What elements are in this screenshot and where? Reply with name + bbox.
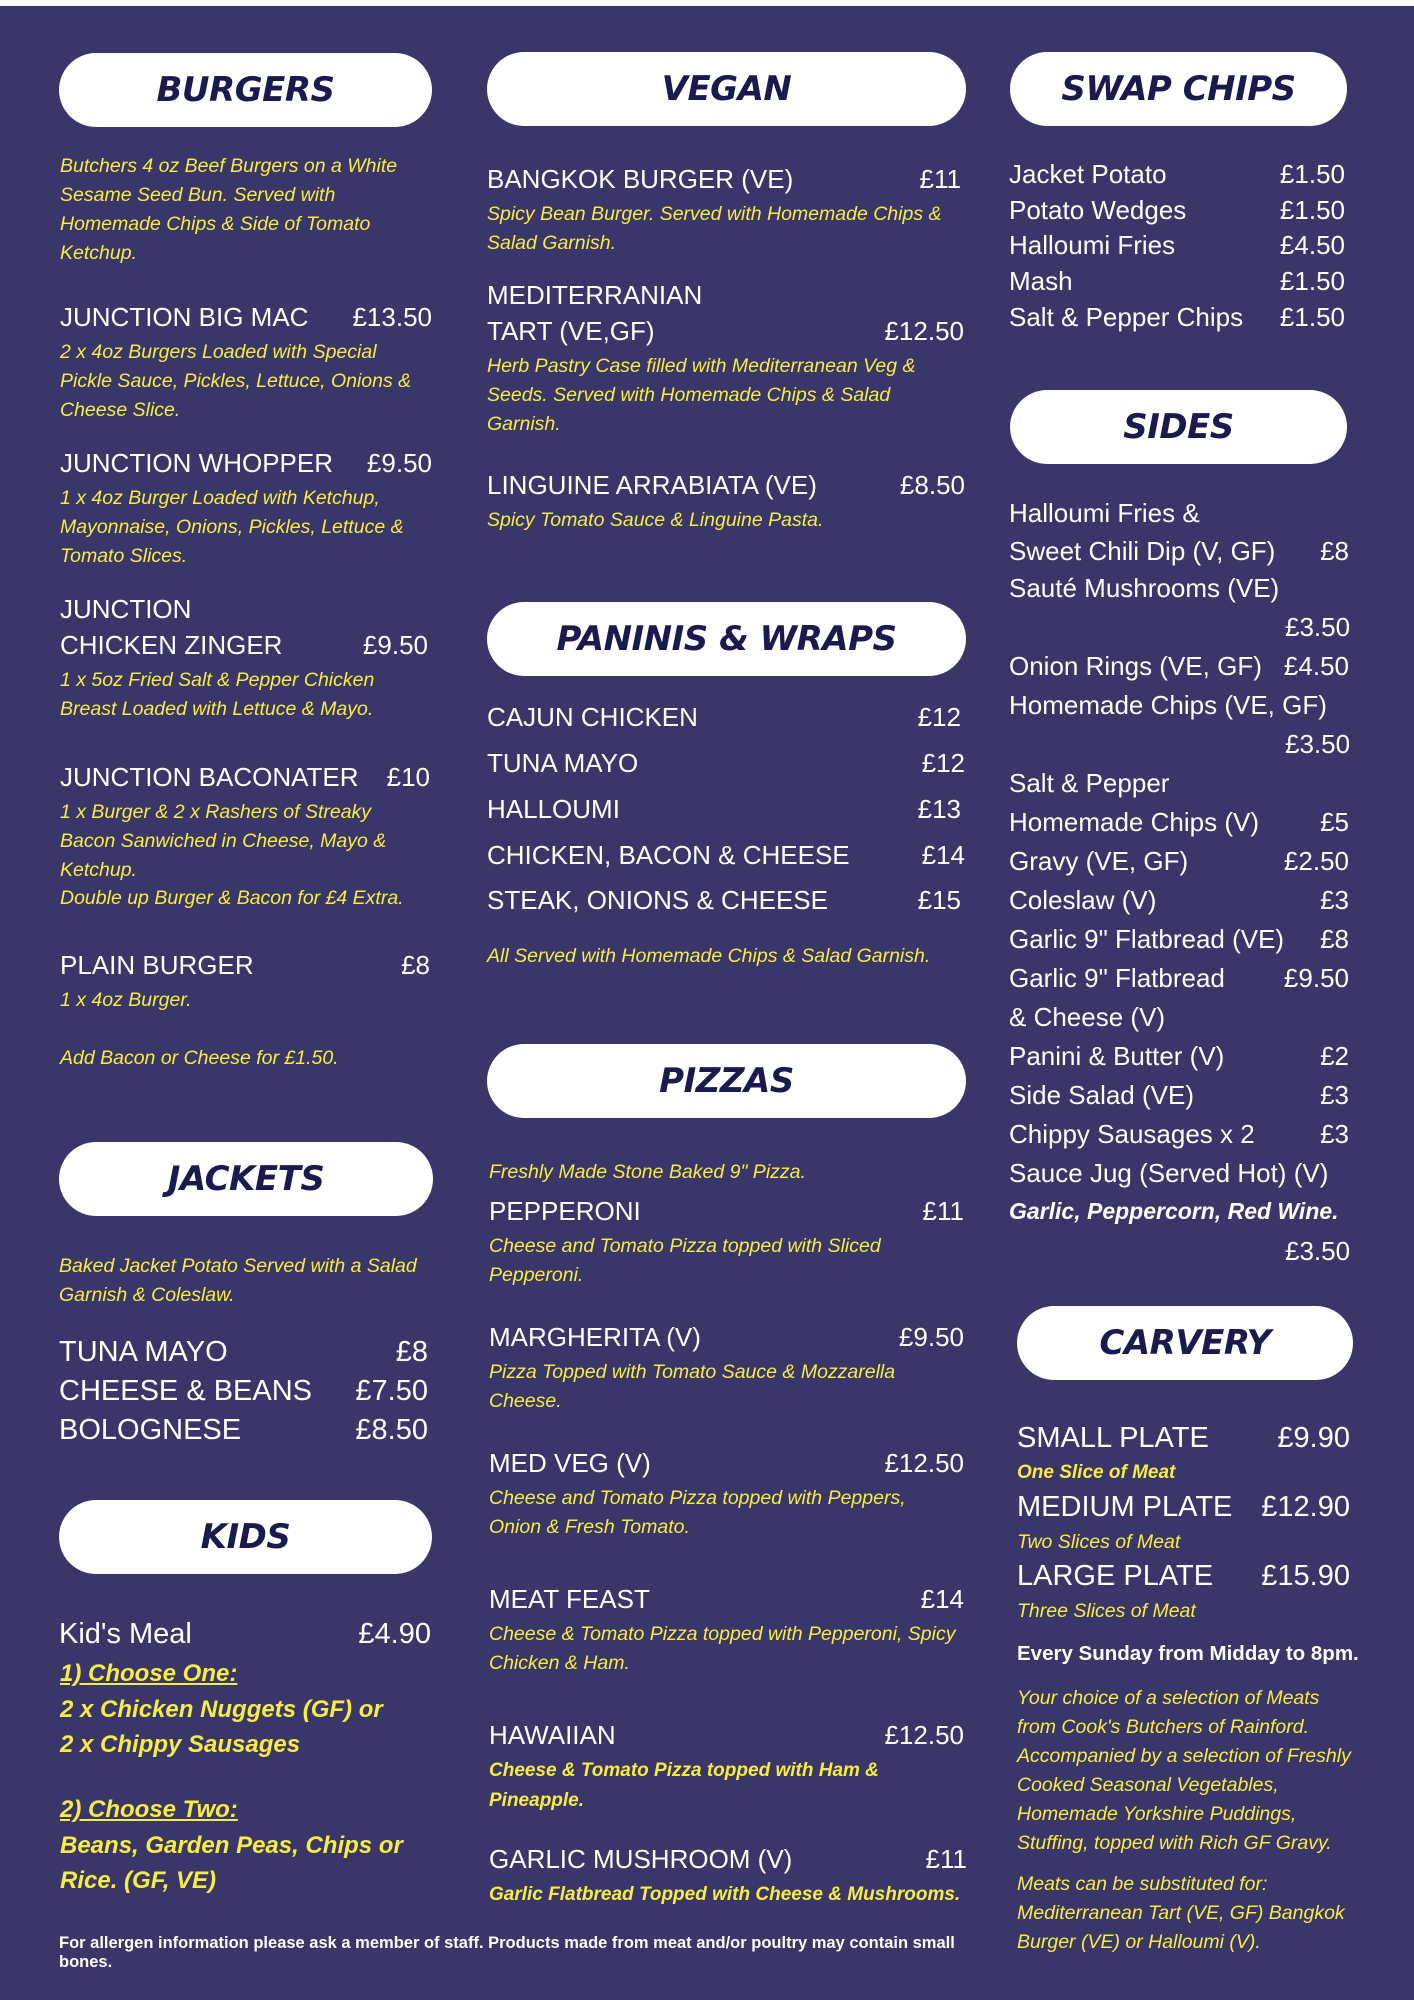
item-price: £8	[1320, 924, 1349, 954]
item-price: £8	[401, 950, 430, 980]
item-name: GARLIC MUSHROOM (V)	[489, 1844, 793, 1874]
carvery-plate	[1017, 1422, 1350, 1455]
item-name: Potato Wedges	[1009, 195, 1187, 225]
menu-item	[487, 470, 965, 501]
item-name: Kid's Meal	[59, 1618, 192, 1650]
swap-chips-heading	[1010, 52, 1347, 126]
menu-item	[59, 1336, 428, 1369]
item-name: Salt & Pepper Chips	[1009, 302, 1244, 332]
pizzas-intro: Freshly Made Stone Baked 9" Pizza.	[489, 1161, 806, 1183]
item-price: £12.50	[884, 1448, 964, 1478]
menu-item	[1009, 266, 1345, 297]
item-price: £8	[395, 1336, 428, 1368]
carvery-schedule: Every Sunday from Midday to 8pm.	[1017, 1642, 1359, 1665]
item-name: PLAIN BURGER	[60, 950, 254, 980]
item-name: STEAK, ONIONS & CHEESE	[487, 885, 828, 915]
item-name: BOLOGNESE	[59, 1414, 242, 1446]
pizzas-heading	[487, 1044, 966, 1118]
menu-item	[1009, 963, 1349, 994]
item-description: One Slice of Meat	[1017, 1462, 1176, 1483]
item-name: Mash	[1009, 266, 1073, 296]
menu-page	[0, 6, 1414, 2000]
menu-item	[1009, 1080, 1349, 1111]
carvery-plate	[1017, 1560, 1350, 1593]
item-name: Gravy (VE, GF)	[1009, 846, 1189, 876]
item-name: CAJUN CHICKEN	[487, 702, 698, 732]
item-price: £11	[922, 1196, 964, 1226]
item-price: £3	[1320, 1119, 1349, 1149]
item-name: Coleslaw (V)	[1009, 885, 1157, 915]
item-price: £2	[1320, 1041, 1349, 1071]
item-name: LINGUINE ARRABIATA (VE)	[487, 470, 817, 500]
item-description: 1 x 4oz Burger.	[60, 989, 192, 1011]
menu-item	[487, 794, 961, 825]
item-price: £10	[386, 762, 430, 792]
item-description: Spicy Tomato Sauce & Linguine Pasta.	[487, 509, 824, 531]
menu-item	[489, 1844, 967, 1875]
kids-meal	[59, 1618, 431, 1651]
item-description: Spicy Bean Burger. Served with Homemade Chips & Salad Garnish.	[487, 203, 942, 254]
allergen-notice: For allergen information please ask a member of staff. Products made from meat and/or poultry may contain small bones.	[59, 1934, 955, 1971]
item-name: Onion Rings (VE, GF)	[1009, 651, 1262, 681]
item-name-line1: Halloumi Fries &	[1009, 498, 1200, 528]
menu-item	[1009, 651, 1349, 682]
item-price: £1.50	[1279, 266, 1345, 296]
item-price: £13	[917, 794, 961, 824]
menu-item	[489, 1720, 964, 1751]
item-name: JUNCTION BIG MAC	[60, 302, 309, 332]
item-price: £3	[1320, 885, 1349, 915]
item-name: MED VEG (V)	[489, 1448, 651, 1478]
jackets-intro: Baked Jacket Potato Served with a Salad Garnish & Coleslaw.	[59, 1255, 417, 1306]
menu-item	[59, 1375, 428, 1408]
item-name: TUNA MAYO	[487, 748, 639, 778]
menu-item	[1009, 302, 1345, 333]
menu-item	[489, 1196, 964, 1227]
item-name: JUNCTION WHOPPER	[60, 448, 333, 478]
carvery-heading	[1017, 1306, 1353, 1380]
item-description: 1 x 5oz Fried Salt & Pepper Chicken Breast Loaded with Lettuce & Mayo.	[60, 669, 375, 720]
item-description: Garlic Flatbread Topped with Cheese & Mushrooms.	[489, 1884, 961, 1905]
item-name: Sauce Jug (Served Hot) (V)	[1009, 1158, 1329, 1188]
jackets-heading	[59, 1142, 433, 1216]
item-price: £12.50	[884, 316, 964, 346]
pizzas-title: PIZZAS	[659, 1061, 794, 1101]
item-name: TART (VE,GF)	[487, 316, 655, 346]
sides-title: SIDES	[1123, 407, 1234, 447]
kids-choose-one: 1) Choose One:	[60, 1660, 238, 1687]
item-price: £13.50	[352, 302, 432, 332]
menu-item	[489, 1448, 964, 1479]
item-price: £11	[919, 164, 961, 194]
item-name: CHICKEN, BACON & CHEESE	[487, 840, 850, 870]
item-price: £8.50	[355, 1414, 428, 1446]
item-price: £4.50	[1279, 230, 1345, 260]
menu-item	[1009, 924, 1349, 955]
menu-item	[487, 840, 965, 871]
item-extra: Double up Burger & Bacon for £4 Extra.	[60, 887, 404, 909]
menu-item	[1009, 1041, 1349, 1072]
item-price: £12	[917, 702, 961, 732]
menu-item	[487, 702, 961, 733]
item-name: TUNA MAYO	[59, 1336, 228, 1368]
sides-heading	[1010, 390, 1347, 464]
menu-item	[60, 448, 432, 479]
menu-item	[487, 748, 965, 779]
item-price: £8.50	[899, 470, 965, 500]
item-name: Garlic 9" Flatbread (VE)	[1009, 924, 1285, 954]
item-price: £8	[1320, 536, 1349, 566]
item-name: JUNCTION BACONATER	[60, 762, 359, 792]
item-name-line1: JUNCTION	[60, 594, 192, 624]
menu-item	[60, 762, 430, 793]
item-description: 2 x 4oz Burgers Loaded with Special Pickle Sauce, Pickles, Lettuce, Onions & Cheese Slice.	[60, 341, 412, 421]
item-name: CHEESE & BEANS	[59, 1375, 313, 1407]
kids-title: KIDS	[200, 1517, 291, 1557]
item-name: Panini & Butter (V)	[1009, 1041, 1225, 1071]
menu-item	[1009, 885, 1349, 916]
item-price: £5	[1320, 807, 1349, 837]
menu-item	[60, 302, 432, 333]
item-name: Homemade Chips (V)	[1009, 807, 1259, 837]
item-price: £3.50	[1285, 612, 1351, 642]
item-price: £4.50	[1283, 651, 1349, 681]
item-price: £9.50	[366, 448, 432, 478]
burgers-title: BURGERS	[156, 70, 335, 110]
item-name: MEDIUM PLATE	[1017, 1491, 1233, 1523]
item-name: Homemade Chips (VE, GF)	[1009, 690, 1327, 720]
burgers-heading	[59, 53, 432, 127]
item-name: Chippy Sausages x 2	[1009, 1119, 1255, 1149]
item-price: £9.50	[1283, 963, 1349, 993]
item-price: £1.50	[1279, 195, 1345, 225]
item-name: Halloumi Fries	[1009, 230, 1176, 260]
burgers-intro: Butchers 4 oz Beef Burgers on a White Sesame Seed Bun. Served with Homemade Chips & Side of Tomato Ketchup.	[60, 155, 398, 264]
menu-item	[489, 1584, 964, 1615]
kids-option: 2 x Chippy Sausages	[60, 1731, 301, 1758]
item-price: £14	[920, 1584, 964, 1614]
item-name: SMALL PLATE	[1017, 1422, 1209, 1454]
menu-item	[1009, 1119, 1349, 1150]
item-name: Sauté Mushrooms (VE)	[1009, 573, 1280, 603]
item-name: HALLOUMI	[487, 794, 620, 824]
item-description: Cheese and Tomato Pizza topped with Sliced Pepperoni.	[489, 1235, 881, 1286]
burgers-addon: Add Bacon or Cheese for £1.50.	[60, 1047, 339, 1069]
item-price: £3.50	[1285, 1236, 1351, 1266]
item-description: 1 x 4oz Burger Loaded with Ketchup, Mayonnaise, Onions, Pickles, Lettuce & Tomato Slices.	[60, 487, 404, 567]
item-name: LARGE PLATE	[1017, 1560, 1214, 1592]
item-price: £14	[921, 840, 965, 870]
item-name: Jacket Potato	[1009, 159, 1167, 189]
item-price: £4.90	[358, 1618, 431, 1650]
item-name: CHICKEN ZINGER	[60, 630, 283, 660]
item-name: MARGHERITA (V)	[489, 1322, 701, 1352]
menu-item	[487, 164, 961, 195]
carvery-description: Your choice of a selection of Meats from Cook's Butchers of Rainford. Accompanied by a selection of Freshly Cooked Seasonal Vegetables, Homemade Yorkshire Puddings, Stuffing, topped with Rich GF Gravy.	[1017, 1687, 1351, 1854]
item-price: £11	[925, 1844, 967, 1874]
item-price: £1.50	[1279, 302, 1345, 332]
item-price: £12.90	[1261, 1491, 1350, 1523]
menu-item	[1009, 846, 1349, 877]
menu-item	[60, 950, 430, 981]
swap-chips-title: SWAP CHIPS	[1061, 69, 1296, 109]
kids-choose-two: 2) Choose Two:	[60, 1796, 238, 1823]
item-price: £15	[917, 885, 961, 915]
item-description: Two Slices of Meat	[1017, 1531, 1181, 1553]
menu-item	[59, 1414, 428, 1447]
item-name: MEAT FEAST	[489, 1584, 650, 1614]
item-description: 1 x Burger & 2 x Rashers of Streaky Bacon Sanwiched in Cheese, Mayo & Ketchup.	[60, 801, 387, 881]
menu-item	[487, 885, 961, 916]
item-name: Side Salad (VE)	[1009, 1080, 1194, 1110]
item-price: £9.50	[898, 1322, 964, 1352]
item-price: £9.50	[362, 630, 428, 660]
item-name: Garlic 9" Flatbread	[1009, 963, 1225, 993]
paninis-title: PANINIS & WRAPS	[556, 619, 897, 659]
item-price: £1.50	[1279, 159, 1345, 189]
menu-item	[60, 630, 428, 661]
paninis-heading	[487, 602, 966, 676]
kids-option: Rice. (GF, VE)	[60, 1867, 217, 1894]
menu-item	[487, 316, 964, 347]
item-price: £15.90	[1261, 1560, 1350, 1592]
item-description: Pizza Topped with Tomato Sauce & Mozzarella Cheese.	[489, 1361, 896, 1412]
item-description: Cheese and Tomato Pizza topped with Peppers, Onion & Fresh Tomato.	[489, 1487, 906, 1538]
item-name-line2: & Cheese (V)	[1009, 1002, 1166, 1032]
vegan-heading	[487, 52, 966, 126]
item-price: £3.50	[1285, 729, 1351, 759]
item-name: PEPPERONI	[489, 1196, 641, 1226]
item-name: BANGKOK BURGER (VE)	[487, 164, 794, 194]
paninis-note: All Served with Homemade Chips & Salad Garnish.	[487, 945, 931, 967]
item-price: £9.90	[1277, 1422, 1350, 1454]
menu-item	[1009, 195, 1345, 226]
item-subtext: Garlic, Peppercorn, Red Wine.	[1009, 1198, 1339, 1224]
carvery-plate	[1017, 1491, 1350, 1524]
item-description: Cheese & Tomato Pizza topped with Ham & Pineapple.	[489, 1760, 879, 1811]
item-name: Sweet Chili Dip (V, GF)	[1009, 536, 1276, 566]
menu-item	[489, 1322, 964, 1353]
carvery-substitute: Meats can be substituted for: Mediterranean Tart (VE, GF) Bangkok Burger (VE) or Halloumi (V).	[1017, 1873, 1345, 1953]
item-name-line1: Salt & Pepper	[1009, 768, 1170, 798]
menu-item	[1009, 536, 1349, 567]
item-name: HAWAIIAN	[489, 1720, 616, 1750]
item-description: Three Slices of Meat	[1017, 1600, 1196, 1622]
menu-item	[1009, 230, 1345, 261]
item-price: £12.50	[884, 1720, 964, 1750]
jackets-title: JACKETS	[167, 1159, 325, 1199]
vegan-title: VEGAN	[661, 69, 792, 109]
kids-heading	[59, 1500, 432, 1574]
menu-item	[1009, 807, 1349, 838]
item-price: £12	[921, 748, 965, 778]
item-price: £7.50	[355, 1375, 428, 1407]
item-name-line1: MEDITERRANIAN	[487, 280, 703, 310]
carvery-title: CARVERY	[1099, 1323, 1271, 1363]
item-description: Herb Pastry Case filled with Mediterranean Veg & Seeds. Served with Homemade Chips & Salad Garnish.	[487, 355, 916, 435]
menu-item	[1009, 159, 1345, 190]
item-description: Cheese & Tomato Pizza topped with Pepperoni, Spicy Chicken & Ham.	[489, 1623, 956, 1674]
kids-option: Beans, Garden Peas, Chips or	[60, 1832, 403, 1859]
item-price: £3	[1320, 1080, 1349, 1110]
kids-option: 2 x Chicken Nuggets (GF) or	[60, 1696, 383, 1723]
item-price: £2.50	[1283, 846, 1349, 876]
